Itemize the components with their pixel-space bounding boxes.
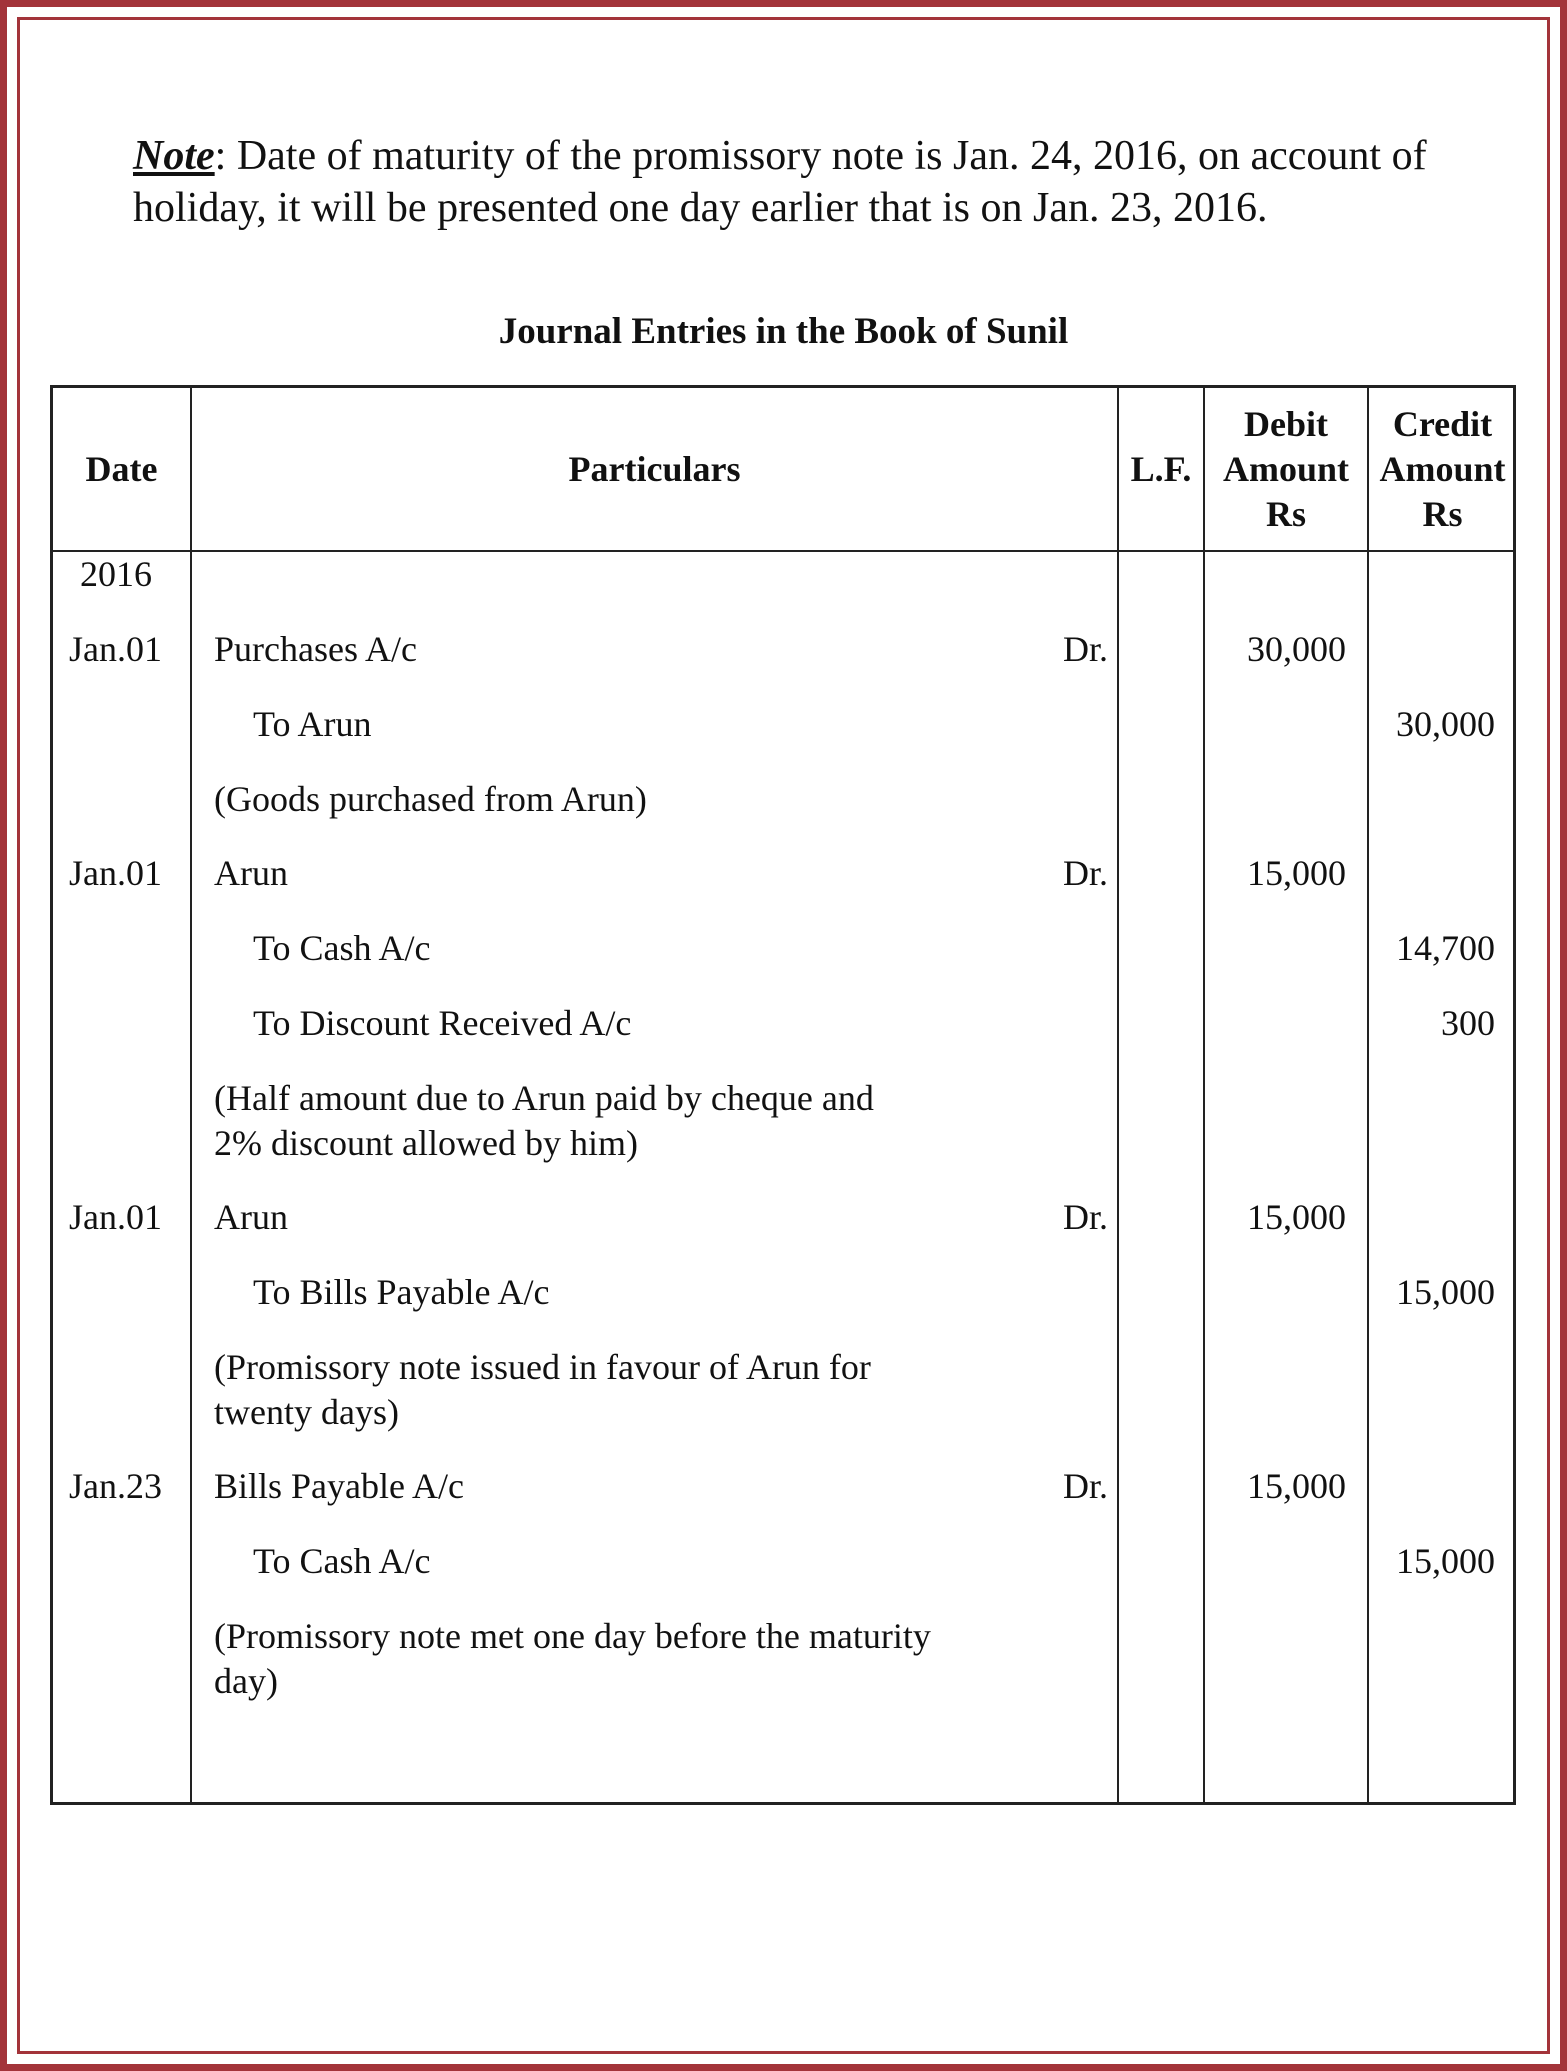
entry-1-narration: (Goods purchased from Arun) (214, 779, 647, 819)
entry-2-date: Jan.01 (69, 853, 162, 893)
entry-4-dr: Dr. (1063, 1466, 1108, 1506)
credit-header-line1: Credit (1392, 403, 1493, 444)
entry-3-date: Jan.01 (69, 1197, 162, 1237)
lf-header (1119, 388, 1203, 550)
journal-table (50, 385, 1516, 1805)
entry-1-credit-amount: 30,000 (1396, 704, 1495, 744)
column-divider (1203, 388, 1205, 1802)
entry-2-credit-account: To Cash A/c (253, 928, 431, 968)
credit-header-line2: Amount (1379, 448, 1506, 489)
entry-3-credit-account: To Bills Payable A/c (253, 1272, 550, 1312)
entry-2-credit-amount: 14,700 (1396, 928, 1495, 968)
column-divider (190, 388, 192, 1802)
entry-2-credit-amount: 300 (1441, 1003, 1495, 1043)
particulars-header (192, 388, 1117, 550)
entry-3-debit-account: Arun (214, 1197, 288, 1237)
header-divider (53, 550, 1513, 552)
entry-3-debit-amount: 15,000 (1247, 1197, 1346, 1237)
debit-header-line2: Amount (1222, 448, 1350, 489)
entry-1-dr: Dr. (1063, 629, 1108, 669)
maturity-note (133, 130, 1463, 234)
entry-1-credit-account: To Arun (253, 704, 372, 744)
entry-4-debit-amount: 15,000 (1247, 1466, 1346, 1506)
entry-3-credit-amount: 15,000 (1396, 1272, 1495, 1312)
debit-header-line3: Rs (1265, 493, 1306, 534)
entry-4-debit-account: Bills Payable A/c (214, 1466, 464, 1506)
entry-1-debit-amount: 30,000 (1247, 629, 1346, 669)
lf-header-label: L.F. (1130, 448, 1192, 489)
entry-2-narration-line1: (Half amount due to Arun paid by cheque and (214, 1078, 874, 1118)
date-header (53, 388, 190, 550)
particulars-header-label: Particulars (568, 448, 741, 489)
year-cell: 2016 (80, 554, 152, 594)
entry-3-narration-line1: (Promissory note issued in favour of Arun for (214, 1347, 871, 1387)
column-divider (1117, 388, 1119, 1802)
entry-2-credit-account: To Discount Received A/c (253, 1003, 632, 1043)
debit-header-line1: Debit (1244, 403, 1328, 444)
entry-4-narration-line2: day) (214, 1661, 278, 1701)
entry-1-debit-account: Purchases A/c (214, 629, 417, 669)
entry-4-credit-account: To Cash A/c (253, 1541, 431, 1581)
entry-2-narration-line2: 2% discount allowed by him) (214, 1123, 638, 1163)
entry-3-narration-line2: twenty days) (214, 1392, 399, 1432)
entry-4-narration-line1: (Promissory note met one day before the maturity (214, 1616, 931, 1656)
column-divider (1367, 388, 1369, 1802)
credit-header (1369, 388, 1516, 550)
journal-title: Journal Entries in the Book of Sunil (498, 311, 1069, 352)
entry-1-date: Jan.01 (69, 629, 162, 669)
entry-4-date: Jan.23 (69, 1466, 162, 1506)
entry-4-credit-amount: 15,000 (1396, 1541, 1495, 1581)
entry-3-dr: Dr. (1063, 1197, 1108, 1237)
credit-header-line3: Rs (1422, 493, 1463, 534)
date-header-label: Date (85, 448, 158, 489)
debit-header (1205, 388, 1367, 550)
note-text: : Date of maturity of the promissory note is Jan. 24, 2016, on account of holiday, it will be presented one day earlier that is on Jan. 23, 2016. (133, 133, 1427, 231)
note-label: Note (133, 133, 215, 179)
entry-2-dr: Dr. (1063, 853, 1108, 893)
entry-2-debit-amount: 15,000 (1247, 853, 1346, 893)
entry-2-debit-account: Arun (214, 853, 288, 893)
